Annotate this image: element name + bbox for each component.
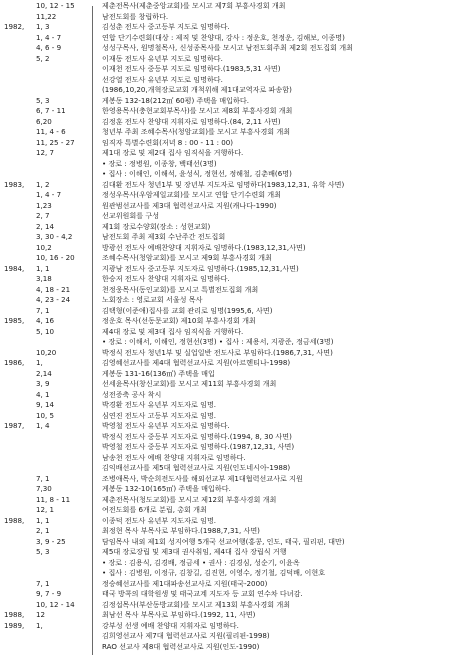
timeline-entry: [0, 495, 466, 506]
entry-date: 2,14: [36, 368, 52, 378]
timeline-entry: [0, 243, 466, 254]
timeline-entry: [0, 222, 466, 233]
timeline-entry: [0, 211, 466, 222]
entry-date: 3, 30 - 4,2: [36, 232, 73, 241]
entry-date: 7, 1: [36, 578, 50, 588]
entry-text: 조혜수목사(청암교회)를 모시고 제9회 부흥사경회 개최: [102, 253, 272, 262]
timeline-entry: [0, 547, 466, 558]
entry-text: 성성구목사, 원명철목사, 신성종목사를 모시고 남전도회주최 제2회 전도집회 개최: [102, 43, 353, 52]
timeline-entry: [0, 22, 466, 33]
entry-text: 박경환 전도사 유년부 지도자로 임명.: [102, 400, 217, 409]
entry-text: 박영철 전도사 유년부 지도자로 임명하다.: [102, 421, 230, 430]
entry-date: 11,22: [36, 11, 57, 21]
entry-date: 5, 3: [36, 547, 50, 556]
entry-text: 이재천 전도사 중등부 지도로 임명하다.(1983,5,31 사면): [102, 64, 281, 73]
timeline-entry: [0, 631, 466, 642]
entry-date: 6,20: [36, 116, 52, 126]
entry-year: 1989,: [4, 620, 25, 630]
entry-text: 원관범선교사를 제3대 협력선교사로 지원(캐나다-1990): [102, 200, 277, 210]
timeline-entry: [0, 180, 466, 191]
entry-date: 12: [36, 610, 46, 619]
timeline-entry: [0, 306, 466, 317]
entry-year: 1986,: [4, 358, 25, 367]
timeline-entry: [0, 516, 466, 527]
entry-text: 이재동 전도사 유년부 지도로 임명하다.: [102, 53, 223, 63]
timeline-entry: [0, 442, 466, 453]
entry-year: 1988,: [4, 515, 25, 525]
entry-date: 5, 10: [36, 326, 55, 336]
entry-text: 청년부 주최 조혜수목사(청암교회)를 모시고 부흥사경회 개최: [102, 127, 291, 136]
timeline-entry: [0, 337, 466, 348]
timeline-entry: [0, 610, 466, 621]
entry-date: 4, 18 - 21: [36, 284, 71, 294]
entry-text: 제4대 장로 및 제3대 집사 임직식을 거행하다.: [102, 326, 244, 336]
timeline-entry: [0, 348, 466, 359]
entry-text: 제1회 장로수양회(장소 : 성현교회): [102, 221, 211, 231]
entry-date: 5, 2: [36, 53, 50, 63]
entry-date: 4, 1: [36, 389, 50, 399]
entry-text: 조병애목사, 박순희전도사를 해외선교부 제1대협력선교사로 지원: [102, 473, 303, 483]
timeline-entry: [0, 54, 466, 65]
entry-text: • 장로 : 김용식, 김경배, 정금세 • 권사 : 김경심, 성순기, 이윤옥: [102, 557, 300, 567]
entry-date: 7, 1: [36, 305, 50, 315]
entry-date: 1, 1: [36, 515, 50, 525]
entry-year: 1988,: [4, 610, 25, 619]
timeline-entry: [0, 474, 466, 485]
timeline-entry: [0, 589, 466, 600]
entry-date: 4, 23 - 24: [36, 295, 71, 304]
timeline-entry: [0, 127, 466, 138]
entry-year: 1983,: [4, 179, 25, 189]
entry-date: 1,: [36, 358, 43, 367]
timeline-entry: [0, 358, 466, 369]
entry-text: 게봉동 132-18(212㎡ 60평) 주택을 매입하다.: [102, 95, 249, 105]
entry-date: 11, 8 - 11: [36, 494, 71, 504]
timeline-entry: [0, 106, 466, 117]
entry-text: 여전도회를 6개로 분립, 총회 개최: [102, 505, 207, 514]
entry-text: 김영혜선교사를 제4대 협력선교사로 지원(아르헨티나-1998): [102, 358, 291, 367]
timeline-entry: [0, 484, 466, 495]
timeline-entry: [0, 64, 466, 75]
entry-text: 남송천 전도사 예배 찬양대 지휘자로 임명하다.: [102, 452, 246, 462]
entry-text: • 장로 : 이해서, 이해인, 정현선(3명) • 집사 : 제용서, 지광준, 정금세(3명): [102, 337, 334, 346]
timeline-entry: [0, 316, 466, 327]
entry-date: 10, 12 - 15: [36, 1, 75, 10]
entry-text: 게봉동 132-10(165㎡) 주택을 매입하다.: [102, 484, 231, 493]
entry-text: 이종덕 전도사 유년부 지도자로 임명.: [102, 515, 217, 525]
entry-text: RAO 선교사 제8대 협력선교사로 지원(인도-1990): [102, 641, 260, 651]
entry-date: 9, 14: [36, 400, 55, 409]
entry-date: 7, 1: [36, 473, 50, 483]
timeline-entry: [0, 453, 466, 464]
timeline-entry: [0, 390, 466, 401]
entry-date: 11, 4 - 6: [36, 127, 66, 136]
history-timeline: [0, 1, 466, 652]
timeline-entry: [0, 600, 466, 611]
entry-date: 3, 9 - 25: [36, 536, 66, 546]
entry-text: 김정섭목사(부산동방교회)를 모시고 제13회 부흥사경회 개최: [102, 599, 291, 609]
entry-text: 게봉동 131-16(136㎡) 주택을 매입: [102, 368, 215, 378]
entry-text: 정승혜선교사를 제1대파송선교사로 지원(태국-2000): [102, 578, 268, 588]
timeline-entry: [0, 558, 466, 569]
entry-date: 2, 7: [36, 211, 50, 220]
timeline-entry: [0, 43, 466, 54]
entry-year: 1982,: [4, 22, 25, 31]
timeline-entry: [0, 12, 466, 23]
entry-year: 1984,: [4, 263, 25, 273]
timeline-entry: [0, 421, 466, 432]
entry-date: 10, 12 - 14: [36, 599, 75, 609]
timeline-entry: [0, 369, 466, 380]
entry-text: • 집사 : 이해인, 이해석, 윤성식, 정현선, 정해철, 김춘배(6명): [102, 169, 292, 178]
timeline-entry: [0, 379, 466, 390]
entry-text: 임직자 특별수련회(저녁 8 : 00 - 11 : 00): [102, 137, 234, 147]
timeline-entry: [0, 579, 466, 590]
timeline-entry: [0, 264, 466, 275]
timeline-entry: [0, 285, 466, 296]
entry-text: 김희영선교사 제7대 협력선교사로 지원(필리핀-1998): [102, 631, 270, 640]
timeline-entry: [0, 411, 466, 422]
timeline-entry: [0, 159, 466, 170]
entry-text: 강부성 선생 예배 찬양대 지휘자로 임명하다.: [102, 620, 239, 630]
entry-date: 4, 6 - 9: [36, 43, 62, 52]
entry-date: 1, 3: [36, 22, 50, 31]
entry-date: 1, 4 - 7: [36, 32, 62, 42]
timeline-entry: [0, 190, 466, 201]
entry-text: 제춘전목사(제춘중앙교회)를 모시고 제7회 부흥사경회 개최: [102, 1, 286, 10]
timeline-entry: [0, 85, 466, 96]
entry-date: 1, 4 - 7: [36, 190, 62, 199]
entry-date: 7,30: [36, 484, 52, 493]
entry-date: 10,20: [36, 347, 57, 357]
entry-text: 제5대 장로장립 및 제3대 권사취임, 제4대 집사 장립식 거행: [102, 547, 287, 556]
entry-text: 정운호 목사(선동문교회) 제10회 부흥사경회 개최: [102, 316, 256, 325]
timeline-entry: [0, 117, 466, 128]
entry-date: 12, 1: [36, 505, 55, 514]
timeline-entry: [0, 148, 466, 159]
entry-date: 1,: [36, 620, 43, 630]
entry-text: 최정현 목사 부목사로 부임하다.(1988,7,31, 사면): [102, 526, 260, 535]
entry-date: 1, 2: [36, 179, 50, 189]
timeline-entry: [0, 274, 466, 285]
entry-text: 성전증축 공사 착시: [102, 389, 162, 399]
timeline-entry: [0, 642, 466, 653]
entry-text: 연합 단기수련회(대상 : 제직 및 찬양대, 강사 : 정운호, 천정운, 김해보, 이종명): [102, 32, 345, 42]
timeline-entry: [0, 253, 466, 264]
timeline-entry: [0, 295, 466, 306]
entry-text: 선세윤목사(창신교회)를 모시고 제11회 부흥사경회 개최: [102, 379, 277, 388]
entry-text: 박정식 전도사 중등부 지도자로 임명하다.(1994, 8, 30 사면): [102, 431, 292, 441]
entry-date: 2, 1: [36, 526, 50, 535]
timeline-entry: [0, 201, 466, 212]
entry-date: 1, 4: [36, 421, 50, 430]
timeline-entry: [0, 327, 466, 338]
timeline-entry: [0, 169, 466, 180]
entry-text: 김택형(이준애)집사를 교회 관리로 임명(1995,6, 사면): [102, 305, 273, 315]
timeline-entry: [0, 568, 466, 579]
entry-date: 9, 7 - 9: [36, 589, 62, 598]
entry-date: 11, 25 - 27: [36, 137, 75, 147]
entry-text: 선교위원회를 구성: [102, 211, 160, 220]
timeline-entry: [0, 463, 466, 474]
entry-date: 3,18: [36, 274, 52, 283]
timeline-entry: [0, 232, 466, 243]
entry-date: 3, 9: [36, 379, 50, 388]
entry-text: 박영철 전도사 중등부 지도자로 임명하다.(1987,12,31, 사면): [102, 442, 295, 451]
entry-text: 김대환 전도사 청년1부 및 장년부 지도자로 임명하다(1983,12,31, 유학 사면): [102, 179, 345, 189]
entry-date: 10,2: [36, 242, 52, 252]
timeline-entry: [0, 537, 466, 548]
entry-text: 제춘전목사(청도교회)를 모시고 제12회 부흥사경회 개최: [102, 494, 277, 504]
entry-text: 제1대 장로 및 제2대 집사 임직식을 거행하다.: [102, 148, 244, 157]
entry-text: 선강열 전도사 유년부 지도로 임명하다.: [102, 74, 223, 84]
entry-date: 4, 16: [36, 316, 55, 325]
entry-date: 2, 14: [36, 221, 55, 231]
timeline-entry: [0, 400, 466, 411]
entry-text: (1986,10,20,개혁장로교회 개척위해 제1대교역자로 파송함): [102, 85, 292, 94]
timeline-entry: [0, 505, 466, 516]
entry-year: 1987,: [4, 421, 25, 430]
entry-text: 김익배선교사를 제5대 협력선교사로 지원(인도네시아-1988): [102, 463, 291, 472]
entry-year: 1985,: [4, 316, 25, 325]
entry-text: 방광선 전도사 예배찬양대 지휘자로 임명하다.(1983,12,31,사면): [102, 242, 306, 252]
entry-date: 1, 1: [36, 263, 50, 273]
timeline-entry: [0, 526, 466, 537]
entry-date: 5, 3: [36, 95, 50, 105]
timeline-entry: [0, 621, 466, 632]
timeline-entry: [0, 75, 466, 86]
entry-text: 김정훈 전도사 찬양대 지휘자로 임명하다.(84, 2,11 사면): [102, 116, 281, 126]
entry-text: 남전도회 주최 제3회 수난주간 전도집회: [102, 232, 226, 241]
entry-text: 박정식 전도사 청년1부 및 실업일반 전도사로 부임하다.(1986,7,31, 사면): [102, 347, 333, 357]
timeline-entry: [0, 138, 466, 149]
entry-date: 12, 7: [36, 148, 55, 157]
entry-text: 한승저 전도사 찬양대 지휘자로 임명하다.: [102, 274, 230, 283]
entry-date: 10, 16 - 20: [36, 253, 75, 262]
timeline-entry: [0, 432, 466, 443]
entry-text: 지광남 전도사 중고등부 지도자로 임명하다.(1985,12,31,사면): [102, 263, 299, 273]
timeline-entry: [0, 1, 466, 12]
entry-text: • 집사 : 김병원, 이정규, 김창길, 김진현, 이영수, 정기철, 김덕배, 이현호: [102, 568, 326, 577]
timeline-entry: [0, 96, 466, 107]
timeline-entry: [0, 33, 466, 44]
entry-text: 노회장소 : 영로교회 서울성 목사: [102, 295, 203, 304]
entry-text: 천정웅목사(동인교회)를 모시고 특별전도집회 개최: [102, 284, 259, 294]
entry-text: 정성우목사(우암제일교회)를 모시고 연합 단기수련회 개최: [102, 190, 282, 199]
entry-text: 한영용목사(충현교회부목사)를 모시고 제8회 부흥사경회 개최: [102, 106, 293, 115]
entry-text: 최남선 목사 부목사로 부임하다.(1992, 11, 사면): [102, 610, 256, 619]
entry-text: 태국 방콕의 대학원생 및 태국교계 지도자 등 교회 연수차 다녀감.: [102, 589, 303, 598]
entry-date: 6, 7 - 11: [36, 106, 66, 115]
entry-date: 10, 5: [36, 410, 55, 420]
entry-date: 1,23: [36, 200, 52, 210]
entry-text: 심연진 전도사 고등부 지도자로 임명.: [102, 410, 217, 420]
entry-text: 김성춘 전도사 중고등부 지도로 임명하다.: [102, 22, 230, 31]
entry-text: 담임목사 내외 제1회 성지여행 5개국 선교여행(홍콩, 인도, 태국, 필리핀, 대만): [102, 536, 345, 546]
entry-text: • 장로 : 정병원, 이종창, 백태선(3명): [102, 158, 217, 168]
entry-text: 남전도회를 창립하다.: [102, 11, 169, 21]
